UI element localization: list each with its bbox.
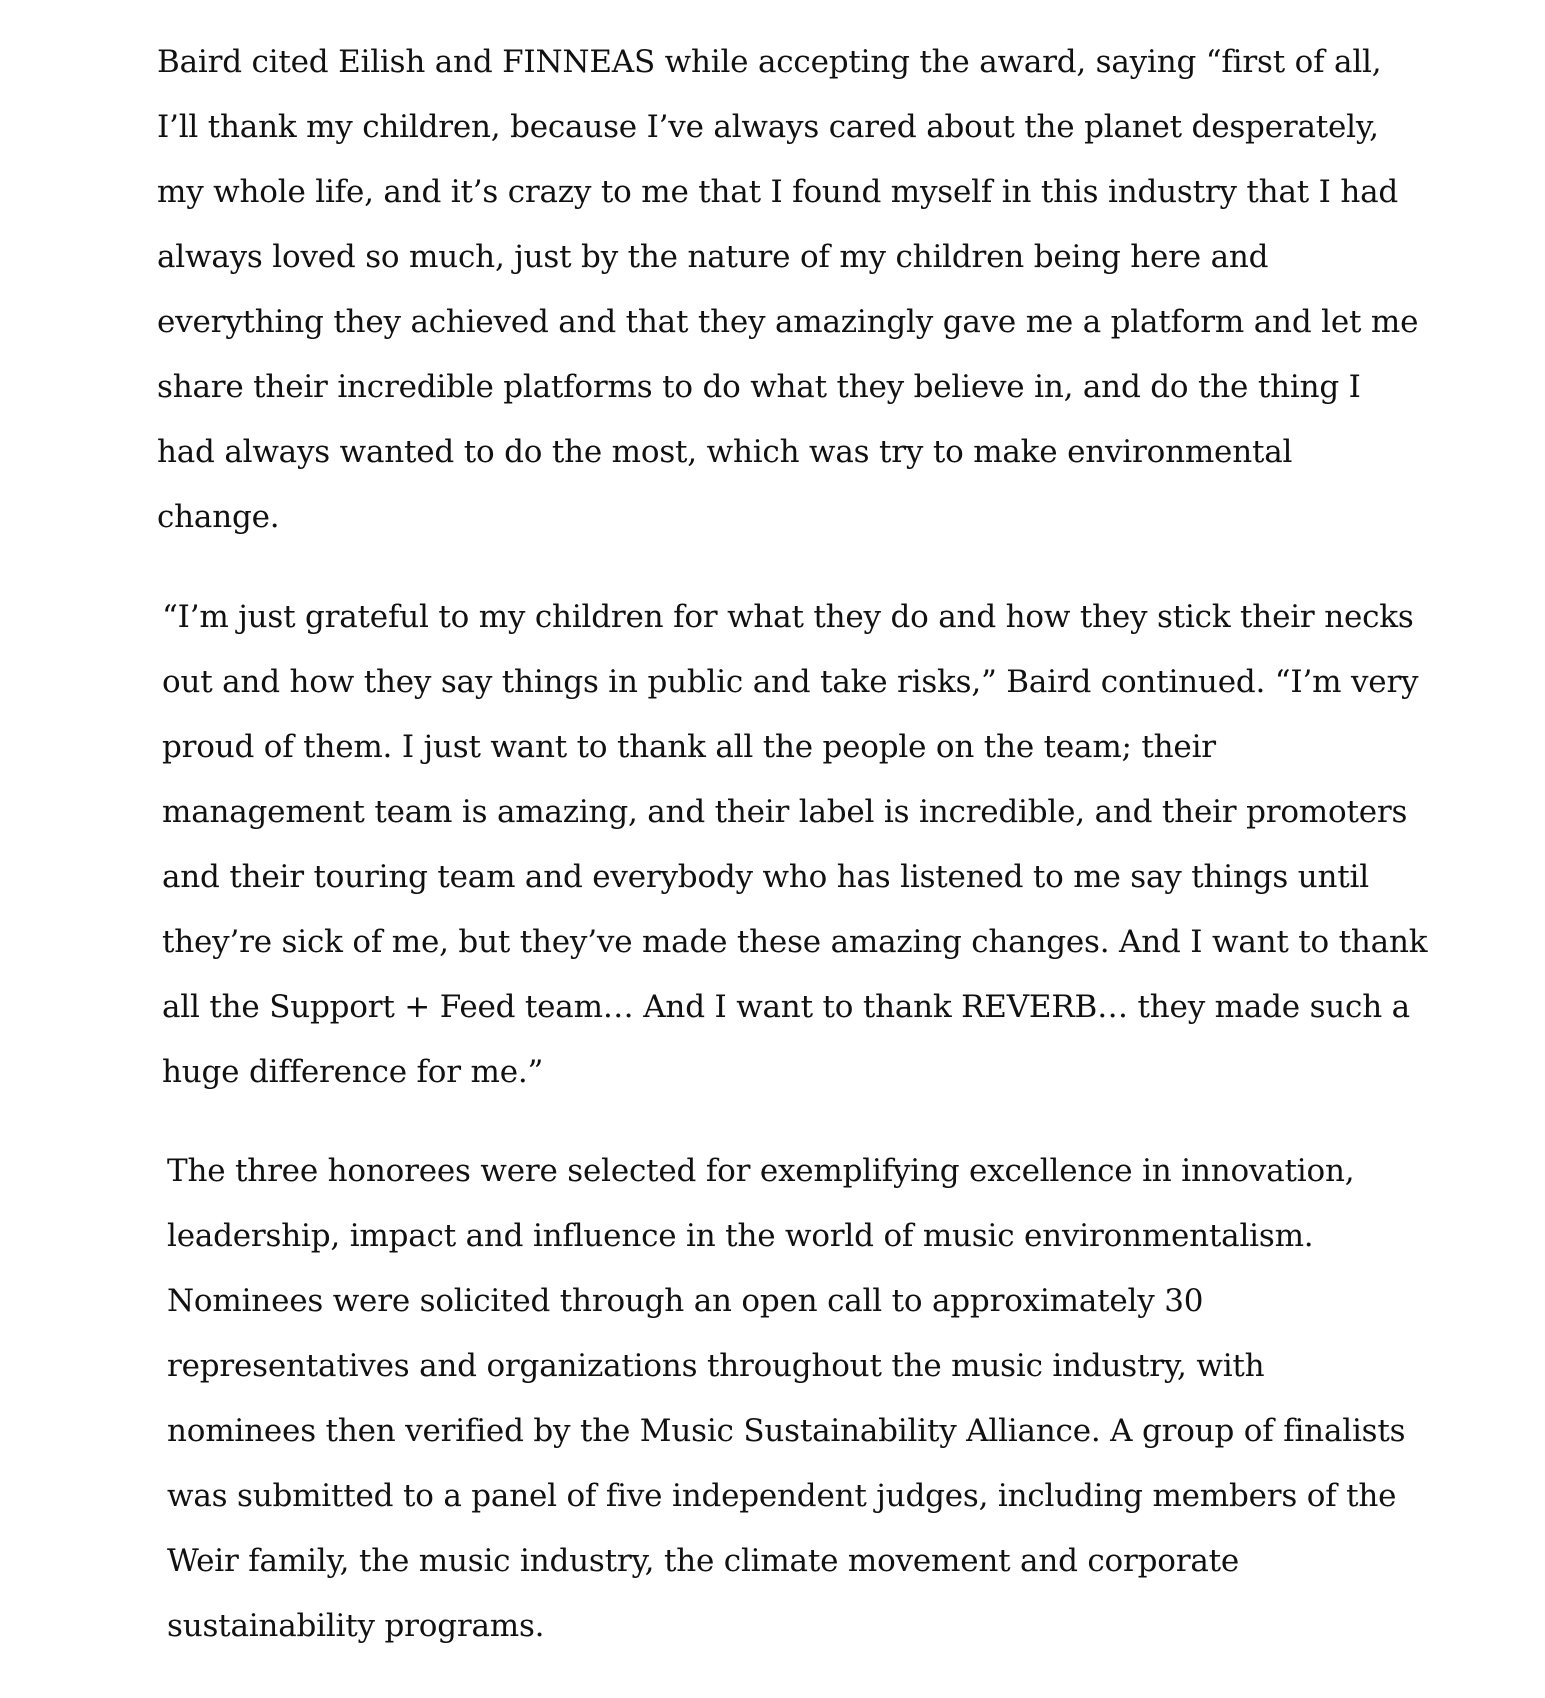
text-line: nominees then verified by the Music Sustainability Alliance. A group of finalists — [167, 1413, 1406, 1449]
text-line: management team is amazing, and their label is incredible, and their promoters — [162, 794, 1408, 830]
paragraph-baird-acceptance — [157, 30, 1418, 550]
text-line: had always wanted to do the most, which was try to make environmental — [157, 434, 1293, 470]
text-line: everything they achieved and that they amazingly gave me a platform and let me — [157, 304, 1419, 340]
text-line: “I’m just grateful to my children for what they do and how they stick their necks — [162, 599, 1414, 635]
text-line: huge difference for me.” — [162, 1054, 544, 1090]
paragraph-baird-quote — [162, 585, 1427, 1105]
text-line: share their incredible platforms to do what they believe in, and do the thing I — [157, 369, 1361, 405]
text-line: The three honorees were selected for exemplifying excellence in innovation, — [167, 1153, 1355, 1189]
text-line: my whole life, and it’s crazy to me that I found myself in this industry that I had — [157, 174, 1399, 210]
paragraph-honorees-selection — [167, 1139, 1405, 1659]
text-line: change. — [157, 499, 280, 535]
text-line: out and how they say things in public and take risks,” Baird continued. “I’m very — [162, 664, 1419, 700]
text-line: proud of them. I just want to thank all the people on the team; their — [162, 729, 1216, 765]
text-line: all the Support + Feed team… And I want to thank REVERB… they made such a — [162, 989, 1410, 1025]
text-line: always loved so much, just by the nature of my children being here and — [157, 239, 1269, 275]
text-line: leadership, impact and influence in the world of music environmentalism. — [167, 1218, 1314, 1254]
text-line: representatives and organizations throughout the music industry, with — [167, 1348, 1265, 1384]
text-line: and their touring team and everybody who has listened to me say things until — [162, 859, 1369, 895]
text-line: was submitted to a panel of five independent judges, including members of the — [167, 1478, 1397, 1514]
text-line: Weir family, the music industry, the climate movement and corporate — [167, 1543, 1240, 1579]
text-line: Baird cited Eilish and FINNEAS while accepting the award, saying “first of all, — [157, 44, 1382, 80]
text-line: they’re sick of me, but they’ve made these amazing changes. And I want to thank — [162, 924, 1428, 960]
text-line: sustainability programs. — [167, 1608, 545, 1644]
text-line: Nominees were solicited through an open call to approximately 30 — [167, 1283, 1204, 1319]
text-line: I’ll thank my children, because I’ve always cared about the planet desperately, — [157, 109, 1379, 145]
